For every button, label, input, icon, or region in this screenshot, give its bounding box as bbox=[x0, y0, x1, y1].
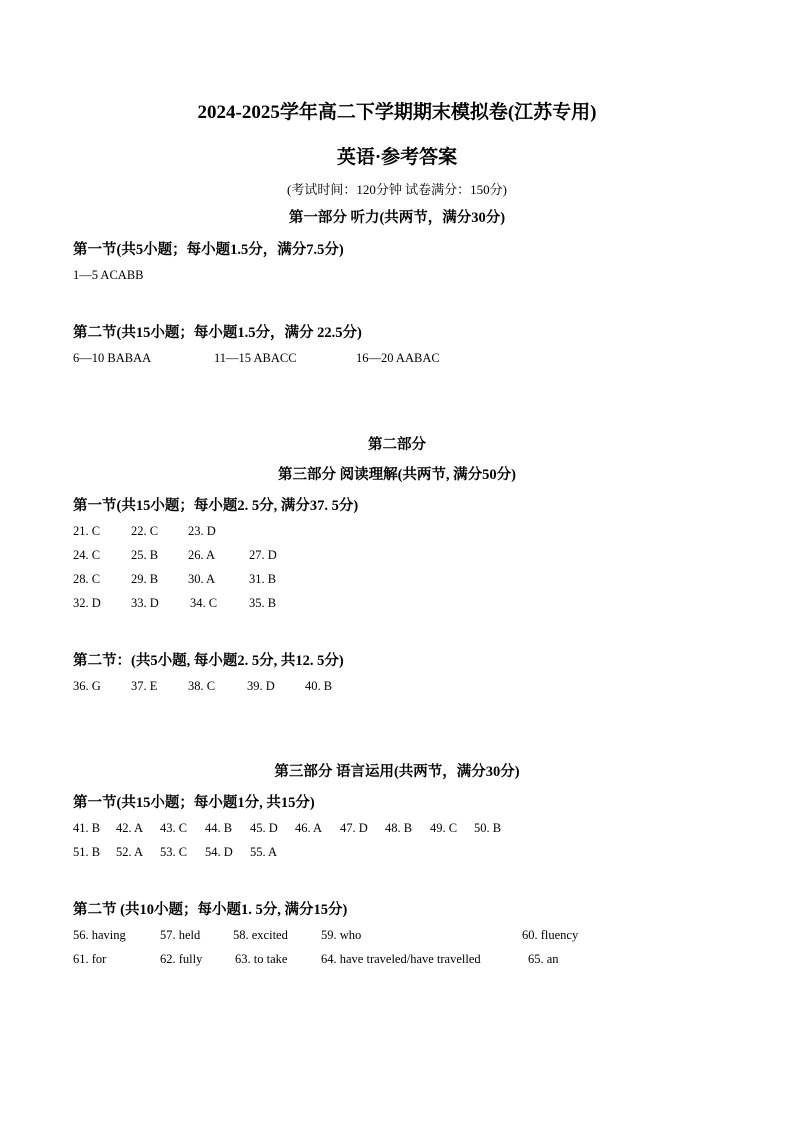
answer-item: 41. B bbox=[73, 821, 101, 835]
answer-item: 34. C bbox=[190, 596, 218, 610]
answer-item: 62. fully bbox=[160, 952, 203, 966]
answer-item: 40. B bbox=[305, 679, 333, 693]
answer-item: 52. A bbox=[116, 845, 144, 859]
answer-item: 33. D bbox=[131, 596, 159, 610]
part1-sec1-heading: 第一节(共5小题；每小题1.5分，满分7.5分) bbox=[73, 242, 344, 258]
answer-item: 53. C bbox=[160, 845, 188, 859]
exam-info: (考试时间：120分钟 试卷满分：150分) bbox=[287, 182, 507, 197]
answer-item: 46. A bbox=[295, 821, 323, 835]
part2-heading: 第三部分 阅读理解(共两节, 满分50分) bbox=[277, 467, 517, 483]
part2-label: 第二部分 bbox=[368, 437, 426, 453]
answer-item: 26. A bbox=[188, 548, 216, 562]
answer-row: 1—5 ACABB bbox=[73, 268, 144, 282]
part3-sec1-heading: 第一节(共15小题；每小题1分, 共15分) bbox=[73, 795, 315, 811]
answer-item: 6—10 BABAA bbox=[73, 351, 152, 365]
part3-heading: 第三部分 语言运用(共两节，满分30分) bbox=[274, 764, 520, 780]
answer-item: 22. C bbox=[131, 524, 159, 538]
answer-item: 38. C bbox=[188, 679, 216, 693]
answer-item: 44. B bbox=[205, 821, 233, 835]
answer-item: 35. B bbox=[249, 596, 277, 610]
answer-item: 16—20 AABAC bbox=[356, 351, 440, 365]
answer-item: 32. D bbox=[73, 596, 101, 610]
answer-item: 27. D bbox=[249, 548, 277, 562]
answer-item: 45. D bbox=[250, 821, 278, 835]
answer-item: 55. A bbox=[250, 845, 278, 859]
answer-item: 37. E bbox=[131, 679, 158, 693]
answer-item: 42. A bbox=[116, 821, 144, 835]
answer-item: 36. G bbox=[73, 679, 101, 693]
exam-subtitle: 英语·参考答案 bbox=[336, 147, 458, 168]
answer-item: 43. C bbox=[160, 821, 188, 835]
answer-item: 28. C bbox=[73, 572, 101, 586]
answer-item: 24. C bbox=[73, 548, 101, 562]
answer-item: 11—15 ABACC bbox=[214, 351, 297, 365]
answer-item: 61. for bbox=[73, 952, 107, 966]
answer-item: 29. B bbox=[131, 572, 159, 586]
answer-item: 21. C bbox=[73, 524, 101, 538]
answer-item: 31. B bbox=[249, 572, 277, 586]
answer-item: 51. B bbox=[73, 845, 101, 859]
answer-item: 25. B bbox=[131, 548, 159, 562]
answer-item: 63. to take bbox=[235, 952, 288, 966]
answer-item: 58. excited bbox=[233, 928, 288, 942]
answer-item: 57. held bbox=[160, 928, 201, 942]
answer-item: 56. having bbox=[73, 928, 126, 942]
part2-sec2-heading: 第二节：(共5小题, 每小题2. 5分, 共12. 5分) bbox=[73, 653, 344, 669]
part2-sec1-heading: 第一节(共15小题；每小题2. 5分, 满分37. 5分) bbox=[73, 498, 359, 514]
answer-item: 60. fluency bbox=[522, 928, 579, 942]
exam-title: 2024-2025学年高二下学期期末模拟卷(江苏专用) bbox=[197, 102, 597, 123]
answer-item: 47. D bbox=[340, 821, 368, 835]
answer-item: 30. A bbox=[188, 572, 216, 586]
part1-heading: 第一部分 听力(共两节，满分30分) bbox=[288, 210, 506, 226]
part3-sec2-heading: 第二节 (共10小题；每小题1. 5分, 满分15分) bbox=[73, 902, 348, 918]
answer-item: 59. who bbox=[321, 928, 362, 942]
answer-item: 65. an bbox=[528, 952, 559, 966]
answer-item: 49. C bbox=[430, 821, 458, 835]
answer-item: 54. D bbox=[205, 845, 233, 859]
answer-item: 39. D bbox=[247, 679, 275, 693]
answer-item: 64. have traveled/have travelled bbox=[321, 952, 481, 966]
part1-sec2-heading: 第二节(共15小题；每小题1.5分，满分 22.5分) bbox=[73, 325, 362, 341]
answer-item: 48. B bbox=[385, 821, 413, 835]
answer-item: 50. B bbox=[474, 821, 502, 835]
answer-item: 23. D bbox=[188, 524, 216, 538]
